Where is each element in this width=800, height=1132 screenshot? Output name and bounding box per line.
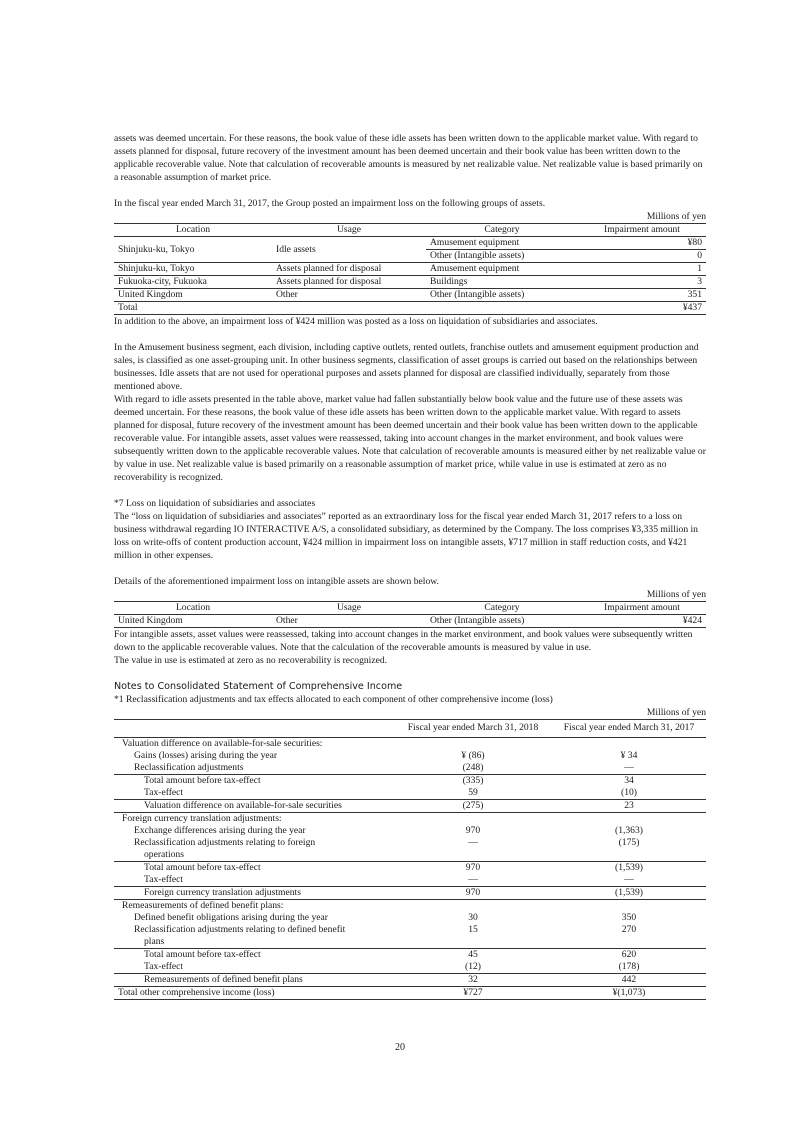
col-location: Location [114, 224, 272, 237]
table-row [114, 949, 706, 962]
row-amount: ¥424 [578, 615, 706, 628]
document-page [114, 132, 706, 1000]
row-value-2017: (1,539) [552, 887, 706, 900]
table-row [114, 837, 706, 862]
row-amount: 351 [578, 289, 706, 302]
col-usage: Usage [272, 224, 426, 237]
row-usage: Other [272, 615, 426, 628]
impairment-table [114, 223, 706, 315]
row-usage: Assets planned for disposal [272, 263, 426, 276]
row-label: Foreign currency translation adjustments: [122, 813, 282, 824]
oci-table-unit: Millions of yen [646, 707, 706, 718]
row-label: Defined benefit obligations arising during the year [134, 912, 328, 923]
after-table2-paragraph-1: For intangible assets, asset values were reassessed, taking into account changes in the market environment, and book values were subsequently written down to the applicable recoverable values. Note that the calculation of the recoverable amounts is measured by value in use. [114, 629, 693, 653]
table-header-row [114, 720, 706, 738]
row-label [114, 924, 394, 949]
row-usage: Assets planned for disposal [272, 276, 426, 289]
intro-paragraph-1: assets was deemed uncertain. For these reasons, the book value of these idle assets has been written down to the applicable market value. With regard to assets planned for disposal, future recovery of the investment amount has been deemed uncertain and their book value has been written down to the applicable recoverable value. Note that calculation of recoverable amounts is measured by net realizable value. Net realizable value is based primarily on a reasonable assumption of market price. [114, 133, 703, 183]
row-value-2018: (335) [394, 775, 552, 788]
row-location: Fukuoka-city, Fukuoka [114, 276, 272, 289]
row-value-2017: (10) [621, 787, 637, 798]
row-label-line1: Reclassification adjustments relating to foreign [134, 837, 316, 848]
row-amount: 0 [578, 250, 706, 263]
total-amount: ¥437 [578, 302, 706, 315]
table-row [114, 787, 706, 800]
row-label: Remeasurements of defined benefit plans [114, 974, 394, 987]
row-value-2017: 34 [552, 775, 706, 788]
row-value-2018: 970 [394, 862, 552, 875]
col-usage: Usage [272, 602, 426, 615]
row-value-2017: 620 [552, 949, 706, 962]
row-value-2018: — [468, 874, 478, 885]
table-row [114, 961, 706, 974]
row-value-2018: 59 [468, 787, 478, 798]
table-row [114, 738, 706, 751]
intangible-table-unit: Millions of yen [646, 589, 706, 600]
row-category: Other (Intangible assets) [426, 250, 578, 263]
table-row [114, 874, 706, 887]
row-value-2017: (178) [618, 961, 640, 972]
row-category: Other (Intangible assets) [426, 615, 578, 628]
row-value-2018: (248) [462, 762, 484, 773]
oci-note-title: *1 Reclassification adjustments and tax effects allocated to each component of other comprehensive income (loss) [114, 694, 553, 705]
row-label: Valuation difference on available-for-sale securities: [122, 738, 323, 749]
table-row [114, 263, 706, 276]
row-category: Other (Intangible assets) [426, 289, 578, 302]
table-row [114, 750, 706, 762]
table-row [114, 900, 706, 913]
row-value-2018: 32 [394, 974, 552, 987]
col-fy2017: Fiscal year ended March 31, 2017 [552, 720, 706, 738]
oci-section-title: Notes to Consolidated Statement of Comprehensive Income [114, 681, 403, 692]
row-location: Shinjuku-ku, Tokyo [114, 263, 272, 276]
row-label: Remeasurements of defined benefit plans: [122, 900, 284, 911]
row-label: Valuation difference on available-for-sale securities [114, 800, 394, 813]
row-value-2017: ¥ 34 [620, 750, 638, 761]
row-value-2018: 45 [394, 949, 552, 962]
row-label: Tax-effect [144, 787, 184, 798]
col-category: Category [426, 224, 578, 237]
row-value-2017: — [624, 762, 634, 773]
row-value-2018: (12) [465, 961, 481, 972]
table-total-row [114, 987, 706, 1000]
impairment-table-unit: Millions of yen [646, 211, 706, 222]
row-usage: Other [272, 289, 426, 302]
row-value-2017: 23 [552, 800, 706, 813]
row-label-line2: operations [144, 849, 184, 860]
col-amount: Impairment amount [578, 224, 706, 237]
table-row [114, 276, 706, 289]
row-amount: 3 [578, 276, 706, 289]
row-label: Exchange differences arising during the year [134, 825, 306, 836]
table-row [114, 762, 706, 775]
after-table-paragraph-3: With regard to idle assets presented in the table above, market value had fallen substantially below book value and the future use of these assets was deemed uncertain. For these reasons, the book value of these idle assets has been written down to the applicable market value. With regard to assets planned for disposal, future recovery of the investment amount has been deemed uncertain and their book value has been written down to the applicable recoverable value. For intangible assets, asset values were reassessed, taking into account changes in the market environment, and book values were subsequently written down to the applicable recoverable values. Note that calculation of recoverable amounts is measured either by net realizable value or by value in use. Net realizable value is based primarily on a reasonable assumption of market price, while value in use is estimated at zero as no recoverability is recognized. [114, 394, 706, 483]
after-table-paragraph-2: In the Amusement business segment, each division, including captive outlets, rented outlets, franchise outlets and amusement equipment production and sales, is classified as one asset-grouping unit. In other business segments, classification of asset groups is carried out based on the relationships between businesses. Idle assets that are not used for operational purposes and assets planned for disposal are classified individually, separately from those mentioned above. [114, 342, 699, 392]
row-usage: Idle assets [272, 237, 426, 263]
row-location: United Kingdom [114, 615, 272, 628]
col-category: Category [426, 602, 578, 615]
row-value-2018: 15 [468, 924, 478, 935]
note7-heading: *7 Loss on liquidation of subsidiaries and associates [114, 498, 316, 509]
row-value-2018: 30 [468, 912, 478, 923]
row-value-2017: — [624, 874, 634, 885]
row-value-2018: ¥ (86) [461, 750, 485, 761]
row-value-2018: — [468, 837, 478, 848]
table-row [114, 237, 706, 250]
row-label-line2: plans [144, 936, 165, 947]
row-value-2017: 350 [621, 912, 637, 923]
row-value-2018: 970 [394, 887, 552, 900]
after-table-paragraph-1: In addition to the above, an impairment loss of ¥424 million was posted as a loss on liquidation of subsidiaries and associates. [114, 316, 598, 327]
intro-paragraph-2: In the fiscal year ended March 31, 2017, the Group posted an impairment loss on the following groups of assets. [114, 198, 546, 209]
row-category: Amusement equipment [426, 237, 578, 250]
row-label: Total amount before tax-effect [114, 862, 394, 875]
table-subtotal-row [114, 887, 706, 900]
table-header-row [114, 602, 706, 615]
row-label: Tax-effect [144, 961, 184, 972]
intangible-table [114, 601, 706, 628]
table-row [114, 912, 706, 924]
row-value-2018: ¥727 [463, 987, 483, 998]
row-amount: 1 [578, 263, 706, 276]
row-value-2017: 442 [552, 974, 706, 987]
col-location: Location [114, 602, 272, 615]
row-value-2017: (175) [618, 837, 640, 848]
row-value-2017: (1,539) [552, 862, 706, 875]
table-row [114, 862, 706, 875]
row-label: Total other comprehensive income (loss) [118, 987, 275, 998]
page-number: 20 [395, 1042, 405, 1053]
table-row [114, 924, 706, 949]
table-subtotal-row [114, 974, 706, 987]
after-table2-paragraph-2: The value in use is estimated at zero as no recoverability is recognized. [114, 655, 388, 666]
table-header-row [114, 224, 706, 237]
row-amount: ¥80 [578, 237, 706, 250]
row-label-line1: Reclassification adjustments relating to defined benefit [134, 924, 346, 935]
col-fy2018: Fiscal year ended March 31, 2018 [394, 720, 552, 738]
row-label: Total amount before tax-effect [114, 775, 394, 788]
table-row [114, 775, 706, 788]
col-amount: Impairment amount [578, 602, 706, 615]
row-location: Shinjuku-ku, Tokyo [114, 237, 272, 263]
row-value-2017: ¥(1,073) [612, 987, 646, 998]
row-value-2018: (275) [394, 800, 552, 813]
row-category: Amusement equipment [426, 263, 578, 276]
table-row [114, 825, 706, 837]
row-category: Buildings [426, 276, 578, 289]
row-label: Total amount before tax-effect [114, 949, 394, 962]
row-value-2017: 270 [621, 924, 637, 935]
row-label: Foreign currency translation adjustments [114, 887, 394, 900]
table-row [114, 615, 706, 628]
total-label: Total [114, 302, 272, 315]
row-label [114, 837, 394, 862]
table-total-row [114, 302, 706, 315]
table-row [114, 289, 706, 302]
row-value-2017: (1,363) [615, 825, 643, 836]
table-row [114, 813, 706, 826]
table-subtotal-row [114, 800, 706, 813]
note7-body: The “loss on liquidation of subsidiaries and associates” reported as an extraordinary loss for the fiscal year ended March 31, 2017 refers to a loss on business withdrawal regarding IO INTERACTIVE A/S, a consolidated subsidiary, as determined by the Company. The loss comprises ¥3,335 million in loss on write-offs of content production account, ¥424 million in impairment loss on intangible assets, ¥717 million in staff reduction costs, and ¥421 million in other expenses. [114, 511, 698, 561]
row-label: Reclassification adjustments [134, 762, 244, 773]
row-value-2018: 970 [465, 825, 481, 836]
oci-table [114, 719, 706, 1000]
row-label: Gains (losses) arising during the year [134, 750, 278, 761]
row-label: Tax-effect [144, 874, 184, 885]
note7-details: Details of the aforementioned impairment loss on intangible assets are shown below. [114, 576, 439, 587]
row-location: United Kingdom [114, 289, 272, 302]
